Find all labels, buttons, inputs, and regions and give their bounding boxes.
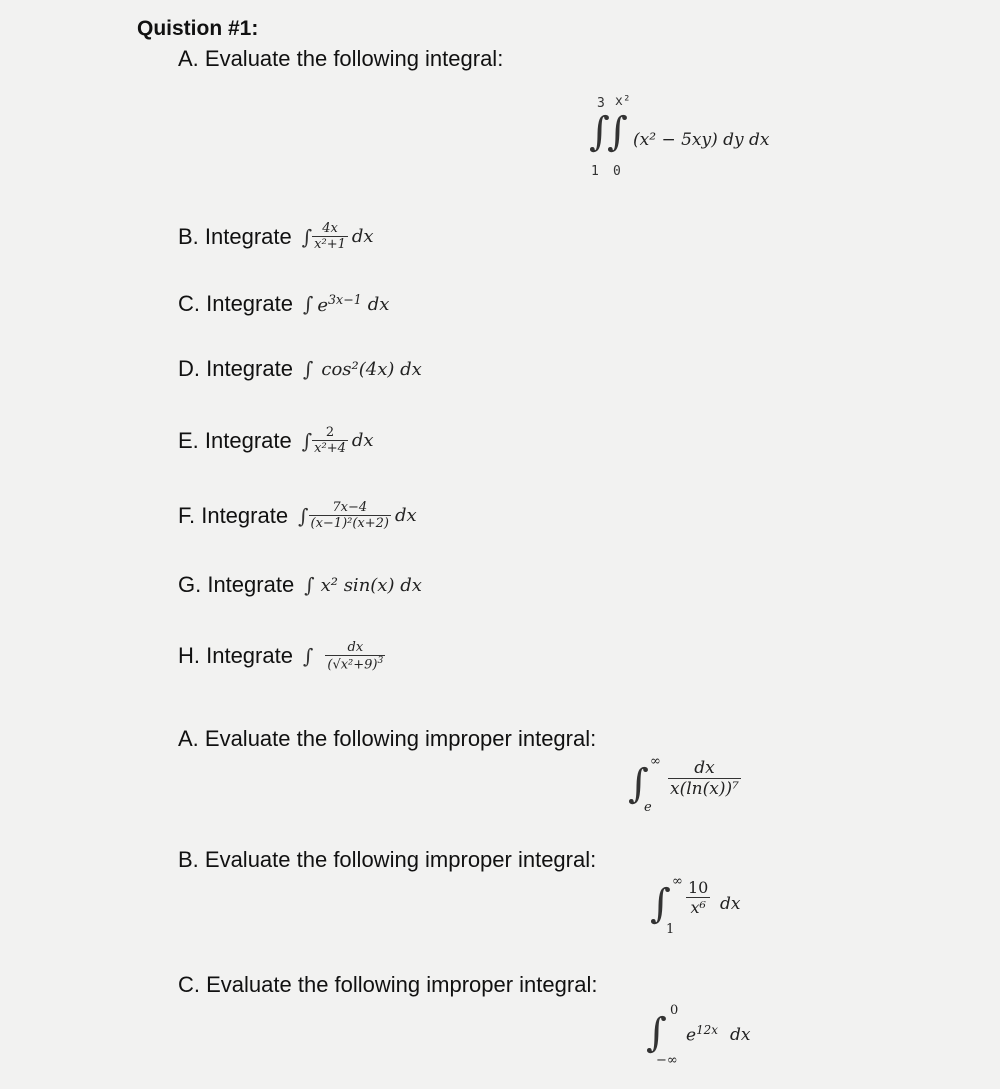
inner-lower-limit: 0 (613, 164, 621, 179)
differential: dx (395, 505, 417, 526)
part1-d (178, 356, 422, 382)
denominator: (x−1)²(x+2) (310, 516, 389, 531)
question-title: Quistion #1: (137, 17, 259, 40)
part1-a-label: A. Evaluate the following integral: (178, 46, 504, 71)
integral-sign: ∫ (628, 761, 649, 807)
double-integral (585, 92, 825, 187)
part2-c-label: C. Evaluate the following improper integral: (178, 972, 598, 997)
part1-h-label: H. Integrate (178, 643, 293, 669)
part1-e (178, 425, 374, 456)
integral-sign: ∫ (304, 573, 315, 597)
differential: dx (351, 226, 374, 247)
integral-sign: ∫ (646, 1010, 667, 1056)
denominator: x²+1 (314, 237, 346, 252)
outer-lower-limit: 1 (591, 164, 599, 179)
integrand: cos²(4x) dx (321, 358, 422, 380)
numerator: dx (668, 758, 741, 779)
lower-limit: 1 (666, 922, 675, 937)
integral-sign: ∫ (302, 292, 314, 316)
fraction (312, 425, 348, 456)
differential: dx (720, 894, 741, 914)
numerator: 2 (312, 425, 348, 441)
numerator: 4x (312, 221, 348, 237)
part2-b-label: B. Evaluate the following improper integral: (178, 847, 597, 872)
lower-limit: −∞ (656, 1053, 678, 1068)
part1-f-label: F. Integrate (178, 502, 289, 528)
differential: dx (730, 1025, 751, 1045)
lower-limit: e (644, 800, 652, 815)
denominator: (√x²+9) (327, 657, 378, 673)
denominator: x⁶ (690, 898, 706, 917)
numerator: dx (325, 640, 385, 656)
numerator: 7x−4 (309, 500, 392, 516)
integral-sign: ∫ (301, 224, 313, 249)
upper-limit: 0 (670, 1003, 679, 1018)
denominator-exponent: 3 (377, 656, 384, 666)
differential: dx (367, 293, 390, 315)
part1-c (178, 291, 389, 317)
upper-limit: ∞ (650, 754, 661, 769)
integral-sign: ∫ (589, 109, 610, 155)
fraction (668, 758, 741, 799)
denominator: x²+4 (314, 441, 346, 456)
improper-integral-a (628, 754, 778, 820)
part1-c-label: C. Integrate (178, 291, 293, 316)
fraction (325, 640, 385, 672)
fraction (309, 500, 392, 531)
outer-upper-limit: 3 (597, 96, 605, 111)
integral-sign: ∫ (298, 503, 309, 528)
integrand: (x² − 5xy) dy dx (633, 130, 770, 150)
integral-sign: ∫ (301, 428, 313, 453)
part1-g (178, 572, 422, 598)
part2-a-label: A. Evaluate the following improper integral: (178, 726, 597, 751)
denominator: x(ln(x))⁷ (670, 779, 739, 799)
integral-sign: ∫ (302, 357, 314, 381)
part1-b (178, 221, 374, 252)
part1-g-label: G. Integrate (178, 572, 295, 597)
integrand: x² sin(x) dx (320, 574, 422, 596)
part1-f (178, 500, 417, 531)
fraction (312, 221, 348, 252)
part1-h (178, 640, 385, 672)
exponential (317, 292, 361, 316)
base: e (686, 1025, 697, 1046)
differential: dx (351, 430, 374, 451)
part1-e-label: E. Integrate (178, 427, 292, 453)
improper-integral-b (650, 874, 770, 940)
inner-upper-limit: x² (615, 94, 631, 109)
integral-sign: ∫ (650, 881, 671, 927)
part1-d-label: D. Integrate (178, 356, 293, 381)
exponent: 3x−1 (328, 292, 362, 307)
improper-integral-c (646, 1003, 776, 1073)
integral-sign: ∫ (302, 644, 314, 669)
part1-b-label: B. Integrate (178, 223, 292, 249)
numerator: 10 (688, 878, 709, 897)
integral-sign: ∫ (607, 109, 628, 155)
base: e (317, 295, 329, 316)
fraction (686, 878, 710, 917)
exponent: 12x (696, 1023, 718, 1037)
exponential (686, 1023, 718, 1046)
upper-limit: ∞ (672, 874, 683, 889)
